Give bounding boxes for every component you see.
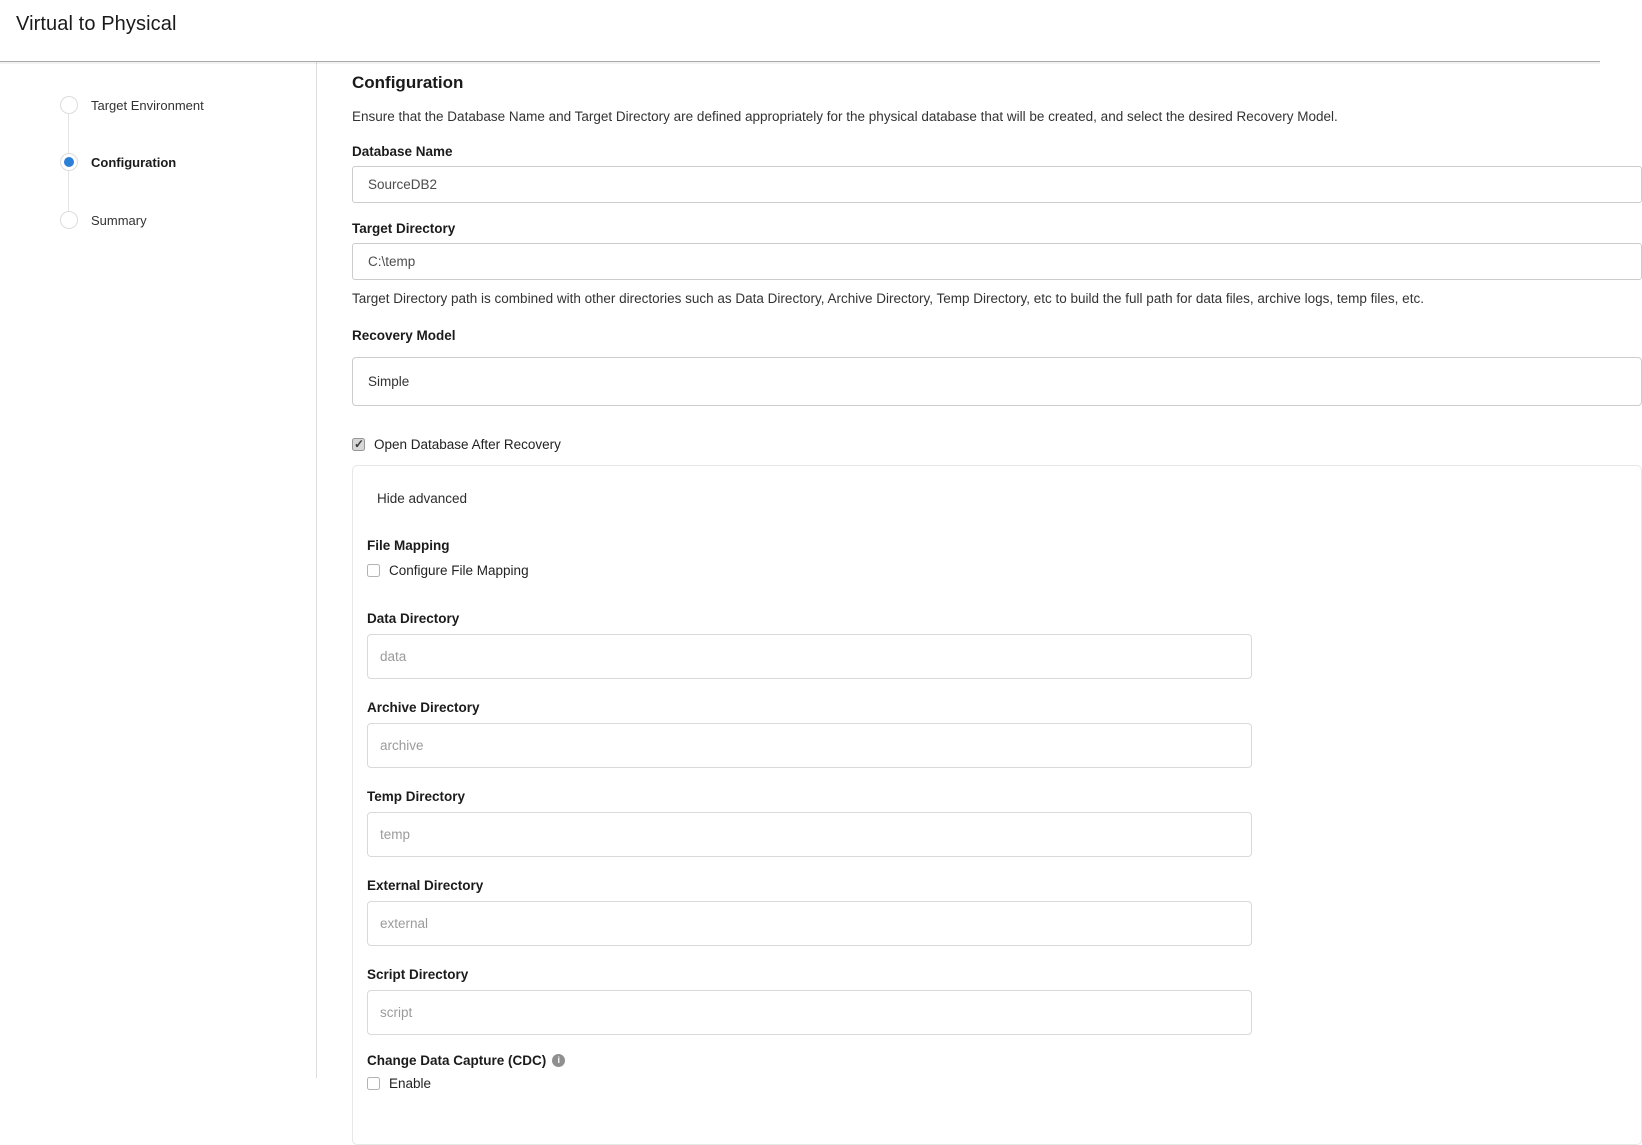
script-directory-label: Script Directory [367, 967, 469, 982]
cdc-enable-checkbox[interactable] [367, 1076, 1641, 1091]
recovery-model-select[interactable] [352, 357, 1642, 406]
step-sidebar [0, 62, 317, 1078]
step-circle-active-icon [60, 153, 78, 171]
data-directory-label: Data Directory [367, 611, 460, 626]
temp-directory-label: Temp Directory [367, 789, 466, 804]
app-header [0, 0, 1600, 62]
open-database-after-recovery-label: Open Database After Recovery [374, 437, 561, 452]
database-name-label: Database Name [352, 144, 453, 159]
cdc-heading-row [367, 1053, 1641, 1068]
recovery-model-label: Recovery Model [352, 328, 456, 343]
info-icon[interactable] [552, 1054, 565, 1067]
temp-directory-input[interactable] [367, 812, 1252, 857]
step-target-environment[interactable] [60, 96, 204, 114]
cdc-label: Change Data Capture (CDC) [367, 1053, 547, 1068]
advanced-options-panel [352, 465, 1642, 1145]
step-circle-icon [60, 96, 78, 114]
archive-directory-label: Archive Directory [367, 700, 480, 715]
step-summary[interactable] [60, 211, 147, 229]
section-description: Ensure that the Database Name and Target Directory are defined appropriately for the physical database that will be created, and select the desired Recovery Model. [352, 109, 1338, 124]
target-directory-input[interactable] [352, 243, 1642, 280]
external-directory-input[interactable] [367, 901, 1252, 946]
recovery-model-selected-value: Simple [368, 374, 410, 389]
section-heading: Configuration [352, 73, 464, 92]
data-directory-input[interactable] [367, 634, 1252, 679]
step-configuration[interactable] [60, 153, 176, 171]
cdc-enable-label: Enable [389, 1076, 432, 1091]
wizard-body [0, 62, 1600, 1091]
page-title: Virtual to Physical [16, 13, 177, 35]
configuration-panel [317, 62, 1642, 1091]
checkbox-unchecked-icon[interactable] [367, 1077, 380, 1090]
open-database-after-recovery-checkbox[interactable] [352, 437, 1642, 452]
hide-advanced-toggle[interactable]: Hide advanced [377, 491, 468, 506]
step-circle-icon [60, 211, 78, 229]
file-mapping-label: File Mapping [367, 538, 450, 553]
script-directory-input[interactable] [367, 990, 1252, 1035]
configure-file-mapping-label: Configure File Mapping [389, 563, 529, 578]
step-label: Target Environment [91, 97, 204, 113]
step-label: Summary [91, 212, 147, 228]
target-directory-label: Target Directory [352, 221, 456, 236]
archive-directory-input[interactable] [367, 723, 1252, 768]
target-directory-helper-text: Target Directory path is combined with other directories such as Data Directory, Archive Directory, Temp Directory, etc to build the full path for data files, archive logs, temp files, etc. [352, 291, 1424, 306]
checkbox-checked-icon[interactable] [352, 438, 365, 451]
database-name-input[interactable] [352, 166, 1642, 203]
external-directory-label: External Directory [367, 878, 484, 893]
configure-file-mapping-checkbox[interactable] [367, 563, 1641, 578]
checkbox-unchecked-icon[interactable] [367, 564, 380, 577]
step-label: Configuration [91, 154, 177, 170]
